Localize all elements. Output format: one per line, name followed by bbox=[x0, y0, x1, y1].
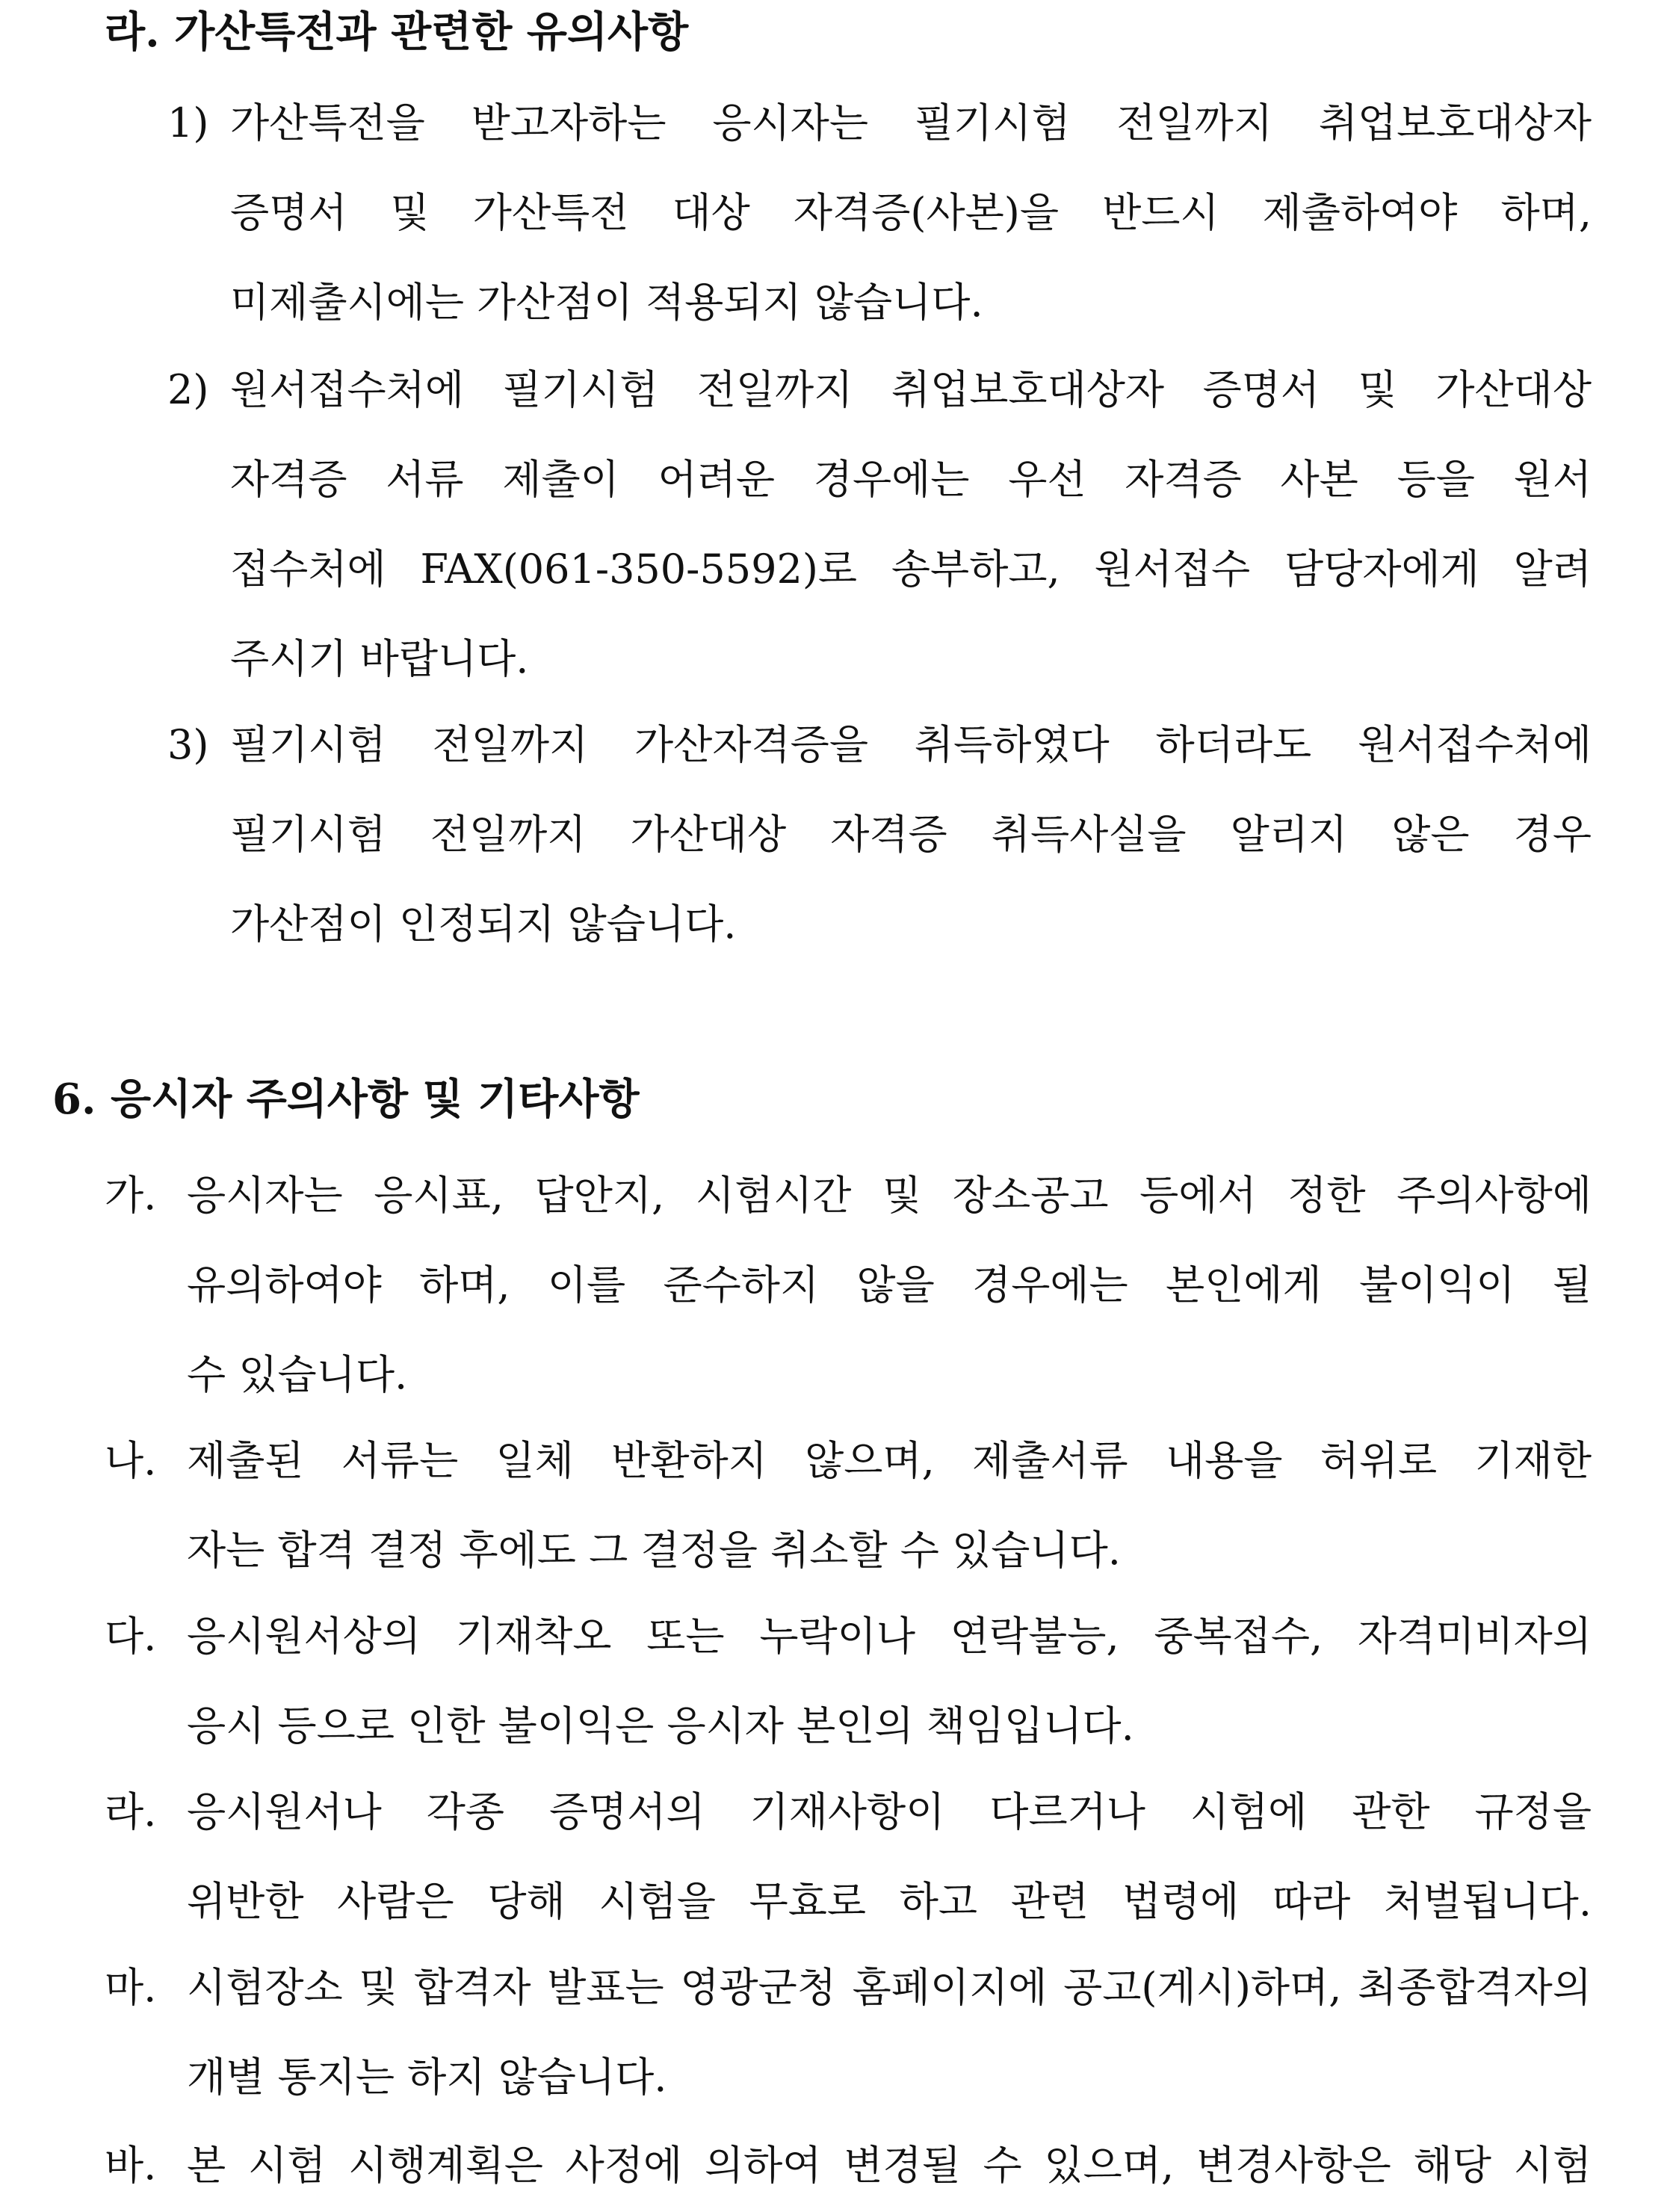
list-item-text bbox=[230, 700, 1592, 969]
list-marker: 3) bbox=[167, 721, 209, 768]
text-line: 증명서 및 가산특전 대상 자격증(사본)을 반드시 제출하여야 하며, bbox=[230, 189, 1592, 236]
list-marker: 바. bbox=[105, 2142, 157, 2189]
text-line: 본 시험 시행계획은 사정에 의하여 변경될 수 있으며, 변경사항은 해당 시험 bbox=[187, 2142, 1592, 2189]
text-line: 가산특전을 받고자하는 응시자는 필기시험 전일까지 취업보호대상자 bbox=[230, 99, 1592, 146]
list-item-text bbox=[230, 78, 1592, 347]
list-marker: 마. bbox=[105, 1964, 157, 2011]
list-item-text bbox=[187, 1151, 1592, 1420]
list-item-text bbox=[230, 345, 1592, 704]
text-line: 수 있습니다. bbox=[187, 1351, 408, 1398]
text-line: 필기시험 전일까지 가산자격증을 취득하였다 하더라도 원서접수처에 bbox=[230, 721, 1592, 768]
list-item-ra bbox=[105, 1767, 1592, 1947]
list-marker: 라. bbox=[105, 1788, 157, 1835]
list-item-2 bbox=[167, 345, 1592, 704]
list-item-3 bbox=[167, 700, 1592, 969]
section-heading-ra: 라. 가산특전과 관련한 유의사항 bbox=[105, 7, 689, 57]
text-line: 미제출시에는 가산점이 적용되지 않습니다. bbox=[230, 279, 983, 326]
text-line: 자는 합격 결정 후에도 그 결정을 취소할 수 있습니다. bbox=[187, 1527, 1121, 1574]
list-item-ma bbox=[105, 1943, 1592, 2122]
list-item-text bbox=[187, 1416, 1592, 1595]
list-marker: 2) bbox=[167, 366, 209, 413]
text-line: 가산점이 인정되지 않습니다. bbox=[230, 900, 737, 948]
text-line: 제출된 서류는 일체 반환하지 않으며, 제출서류 내용을 허위로 기재한 bbox=[187, 1437, 1592, 1484]
list-item-da bbox=[105, 1592, 1592, 1771]
list-marker: 나. bbox=[105, 1437, 157, 1484]
list-item-ga bbox=[105, 1151, 1592, 1420]
text-line: 원서접수처에 필기시험 전일까지 취업보호대상자 증명서 및 가산대상 bbox=[230, 366, 1592, 413]
text-line: 응시원서나 각종 증명서의 기재사항이 다르거나 시험에 관한 규정을 bbox=[187, 1788, 1592, 1835]
text-line: 응시 등으로 인한 불이익은 응시자 본인의 책임입니다. bbox=[187, 1702, 1134, 1749]
list-item-text bbox=[187, 1592, 1592, 1771]
text-line: 주시기 바랍니다. bbox=[230, 635, 529, 682]
text-line: 시험장소 및 합격자 발표는 영광군청 홈페이지에 공고(게시)하며, 최종합격자의 bbox=[187, 1964, 1592, 2011]
list-item-text bbox=[187, 1767, 1592, 1947]
text-line: 위반한 사람은 당해 시험을 무효로 하고 관련 법령에 따라 처벌됩니다. bbox=[187, 1878, 1592, 1925]
list-item-ba bbox=[105, 2121, 1592, 2211]
list-marker: 가. bbox=[105, 1172, 157, 1219]
text-line: 응시자는 응시표, 답안지, 시험시간 및 장소공고 등에서 정한 주의사항에 bbox=[187, 1172, 1592, 1219]
section-heading-6: 6. 응시자 주의사항 및 기타사항 bbox=[52, 1075, 640, 1124]
text-line: 유의하여야 하며, 이를 준수하지 않을 경우에는 본인에게 불이익이 될 bbox=[187, 1261, 1592, 1309]
text-line: 자격증 서류 제출이 어려운 경우에는 우선 자격증 사본 등을 원서 bbox=[230, 456, 1592, 503]
list-marker: 1) bbox=[167, 99, 209, 146]
text-line: 개별 통지는 하지 않습니다. bbox=[187, 2054, 667, 2101]
list-item-text bbox=[187, 1943, 1592, 2122]
text-line: 필기시험 전일까지 가산대상 자격증 취득사실을 알리지 않은 경우 bbox=[230, 811, 1592, 858]
list-item-1 bbox=[167, 78, 1592, 347]
text-line: 접수처에 FAX(061-350-5592)로 송부하고, 원서접수 담당자에게 알려 bbox=[230, 546, 1592, 593]
list-marker: 다. bbox=[105, 1613, 157, 1660]
list-item-na bbox=[105, 1416, 1592, 1595]
text-line: 응시원서상의 기재착오 또는 누락이나 연락불능, 중복접수, 자격미비자의 bbox=[187, 1613, 1592, 1660]
list-item-text bbox=[187, 2121, 1592, 2211]
